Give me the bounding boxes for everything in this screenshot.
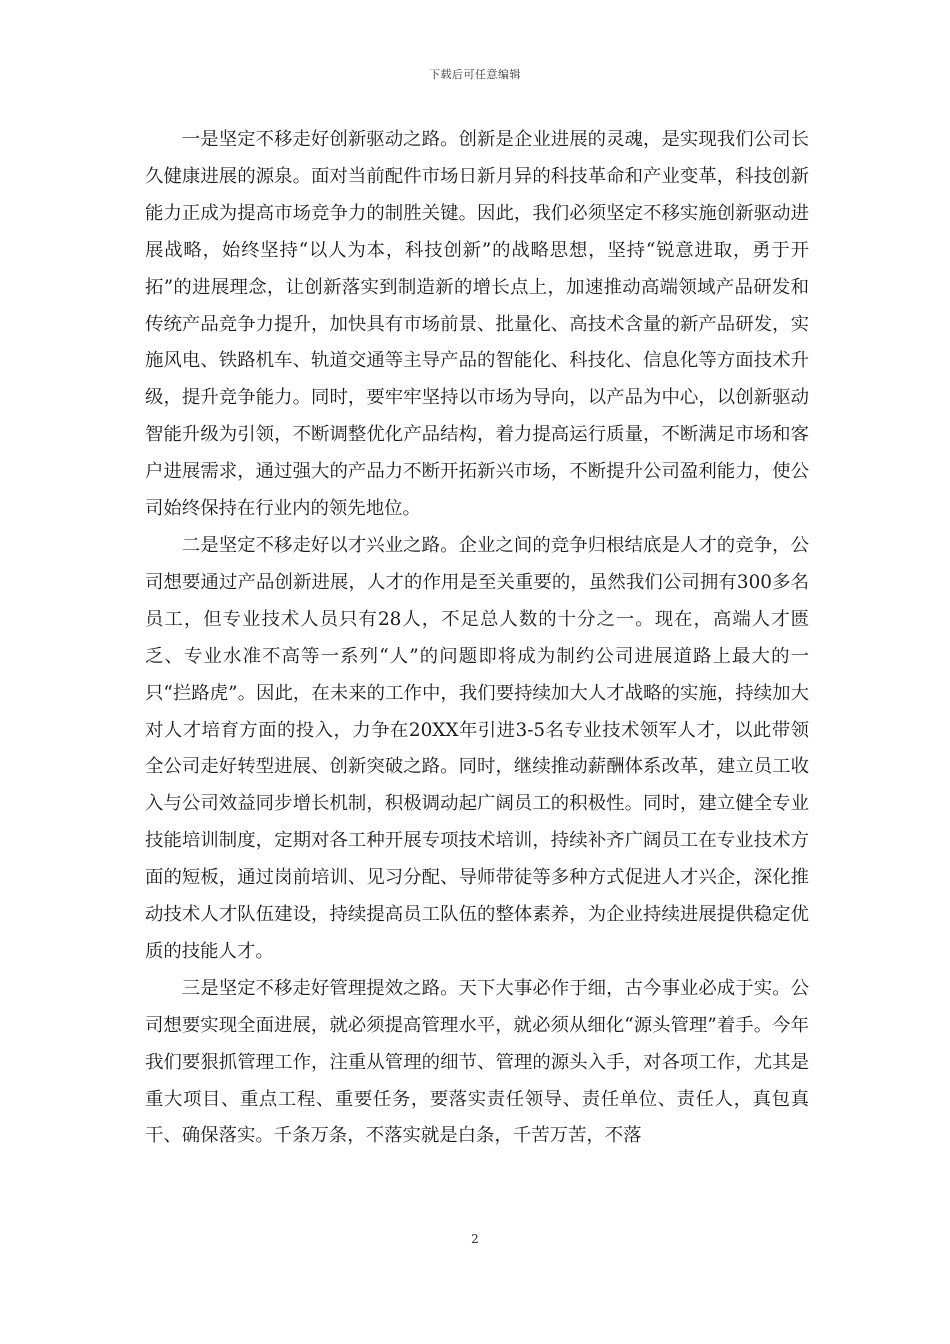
paragraph-management: 三是坚定不移走好管理提效之路。天下大事必作于细，古今事业必成于实。公司想要实现全面进展，就必须提高管理水平，就必须从细化“源头管理”着手。今年我们要狠抓管理工作，注重从管理的细节、管理的源头入手，对各项工作，尤其是重大项目、重点工程、重要任务，要落实责任领导、责任单位、责任人，真包真干、确保落实。千条万条，不落实就是白条，千苦万苦，不落 bbox=[145, 977, 809, 1147]
paragraph-talent: 二是坚定不移走好以才兴业之路。企业之间的竞争归根结底是人才的竞争，公司想要通过产品创新进展，人才的作用是至关重要的，虽然我们公司拥有300多名员工，但专业技术人员只有28人，不足总人数的十分之一。现在，高端人才匮乏、专业水准不高等一系列“人”的问题即将成为制约公司进展道路上最大的一只“拦路虎”。因此，在未来的工作中，我们要持续加大人才战略的实施，持续加大对人才培育方面的投入，力争在20XX年引进3-5名专业技术领军人才，以此带领全公司走好转型进展、创新突破之路。同时，继续推动薪酬体系改革，建立员工收入与公司效益同步增长机制，积极调动起广阔员工的积极性。同时，建立健全专业技能培训制度，定期对各工种开展专项技术培训，持续补齐广阔员工在专业技术方面的短板，通过岗前培训、见习分配、导师带徒等多种方式促进人才兴企，深化推动技术人才队伍建设，持续提高员工队伍的整体素养，为企业持续进展提供稳定优质的技能人才。 bbox=[145, 534, 809, 962]
page-number: 2 bbox=[471, 1232, 479, 1246]
document-body bbox=[145, 122, 809, 1155]
page-header: 下载后可任意编辑 bbox=[429, 68, 521, 81]
paragraph-innovation: 一是坚定不移走好创新驱动之路。创新是企业进展的灵魂，是实现我们公司长久健康进展的源泉。面对当前配件市场日新月异的科技革命和产业变革，科技创新能力正成为提高市场竞争力的制胜关键。因此，我们必须坚定不移实施创新驱动进展战略，始终坚持“以人为本，科技创新”的战略思想，坚持“锐意进取，勇于开拓”的进展理念，让创新落实到制造新的增长点上，加速推动高端领域产品研发和传统产品竞争力提升，加快具有市场前景、批量化、高技术含量的新产品研发，实施风电、铁路机车、轨道交通等主导产品的智能化、科技化、信息化等方面技术升级，提升竞争能力。同时，要牢牢坚持以市场为导向，以产品为中心，以创新驱动智能升级为引领，不断调整优化产品结构，着力提高运行质量，不断满足市场和客户进展需求，通过强大的产品力不断开拓新兴市场，不断提升公司盈利能力，使公司始终保持在行业内的领先地位。 bbox=[145, 129, 809, 520]
